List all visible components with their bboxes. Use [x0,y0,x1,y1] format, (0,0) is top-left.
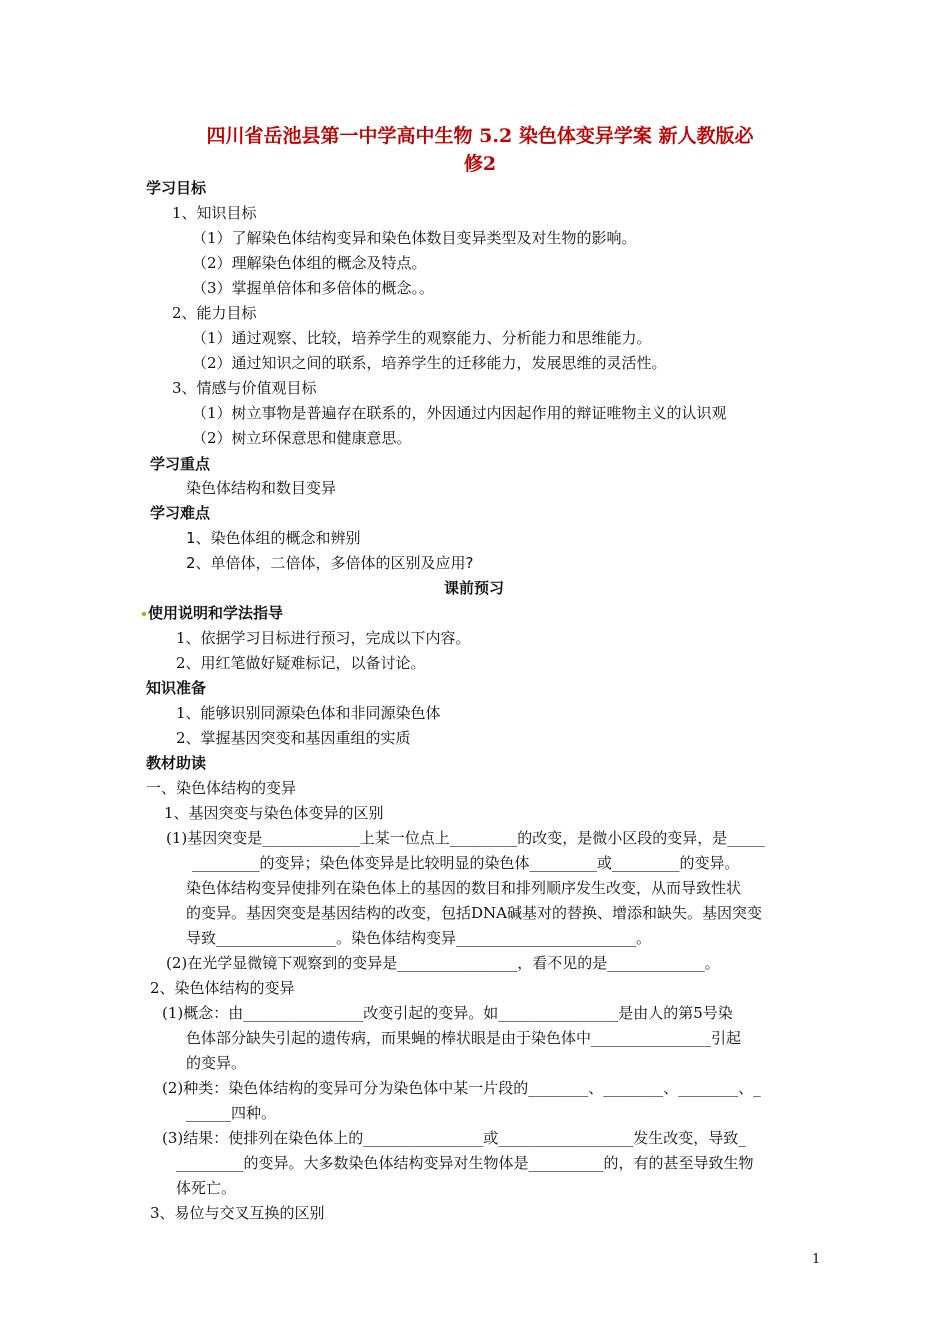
value-goal-1: （1）树立事物是普遍存在联系的，外因通过内因起作用的辩证唯物主义的认识观 [192,404,727,422]
q1-line-3: 染色体结构变异使排列在染色体上的基因的数目和排列顺序发生改变，从而导致性状 [186,879,742,897]
value-goals: 3、情感与价值观目标 [172,379,317,397]
types-line-1: (2)种类：染色体结构的变异可分为染色体中某一片段的________、________、________、_ [162,1079,761,1097]
instruction-1: 1、依据学习目标进行预习，完成以下内容。 [176,629,471,647]
page-number: 1 [812,1252,821,1267]
knowledge-prep-1: 1、能够识别同源染色体和非同源染色体 [176,704,441,722]
types-line-2: ______四种。 [186,1104,277,1122]
subsection-1-1: 1、基因突变与染色体变异的区别 [164,804,384,822]
knowledge-prep-2: 2、掌握基因突变和基因重组的实质 [176,729,411,747]
q1-line-1: (1)基因突变是_____________上某一位点上_________的改变，是微小区段的变异，是_____ [166,829,765,847]
instruction-2: 2、用红笔做好疑难标记，以备讨论。 [176,654,426,672]
value-goal-2: （2）树立环保意思和健康意思。 [192,429,412,447]
ability-goal-2: （2）通过知识之间的联系，培养学生的迁移能力，发展思维的灵活性。 [192,354,667,372]
concept-line-3: 的变异。 [186,1054,247,1072]
q2-line: (2)在光学显微镜下观察到的变异是________________，看不见的是_____________。 [166,954,720,972]
ability-goals: 2、能力目标 [172,304,257,322]
key-point: 染色体结构和数目变异 [186,479,337,497]
subsection-1-2: 2、染色体结构的变异 [150,979,295,997]
ability-goal-1: （1）通过观察、比较，培养学生的观察能力、分析能力和思维能力。 [192,329,652,347]
document-title-line-2: 修2 [463,153,497,175]
q1-line-4: 的变异。基因突变是基因结构的改变，包括DNA碱基对的替换、增添和缺失。基因突变 [186,904,762,922]
result-line-1: (3)结果：使排列在染色体上的________________或__________________发生改变，导致_ [162,1129,746,1147]
q1-line-5: 导致________________。染色体结构变异________________________。 [186,929,652,947]
heading-knowledge-prep: 知识准备 [146,679,207,697]
difficulty-1: 1、染色体组的概念和辨别 [186,529,361,547]
document-title-line-1: 四川省岳池县第一中学高中生物 5.2 染色体变异学案 新人教版必 [206,125,754,147]
concept-line-2: 色体部分缺失引起的遗传病，而果蝇的棒状眼是由于染色体中________________引起 [186,1029,742,1047]
concept-line-1: (1)概念：由________________改变引起的变异。如________________是由人的第5号染 [162,1004,733,1022]
section-1-title: 一、染色体结构的变异 [146,779,297,797]
heading-preview: 课前预习 [444,579,505,597]
difficulty-2: 2、单倍体，二倍体，多倍体的区别及应用? [186,554,474,572]
heading-instructions: 使用说明和学法指导 [148,604,284,622]
knowledge-goal-1: （1）了解染色体结构变异和染色体数目变异类型及对生物的影响。 [192,229,637,247]
q1-line-2: _________的变异；染色体变异是比较明显的染色体_________或_________的变异。 [192,854,740,872]
heading-key-points: 学习重点 [150,455,211,473]
bullet-marker [142,612,146,616]
knowledge-goal-2: （2）理解染色体组的概念及特点。 [192,254,427,272]
heading-learning-goals: 学习目标 [146,179,207,197]
subsection-1-3: 3、易位与交叉互换的区别 [150,1204,325,1222]
heading-textbook-guide: 教材助读 [146,754,207,772]
knowledge-goals: 1、知识目标 [172,204,257,222]
heading-difficulties: 学习难点 [150,504,211,522]
result-line-3: 体死亡。 [176,1179,237,1197]
knowledge-goal-3: （3）掌握单倍体和多倍体的概念。。 [192,279,435,297]
result-line-2: _________的变异。大多数染色体结构变异对生物体是__________的，有的甚至导致生物 [176,1154,754,1172]
